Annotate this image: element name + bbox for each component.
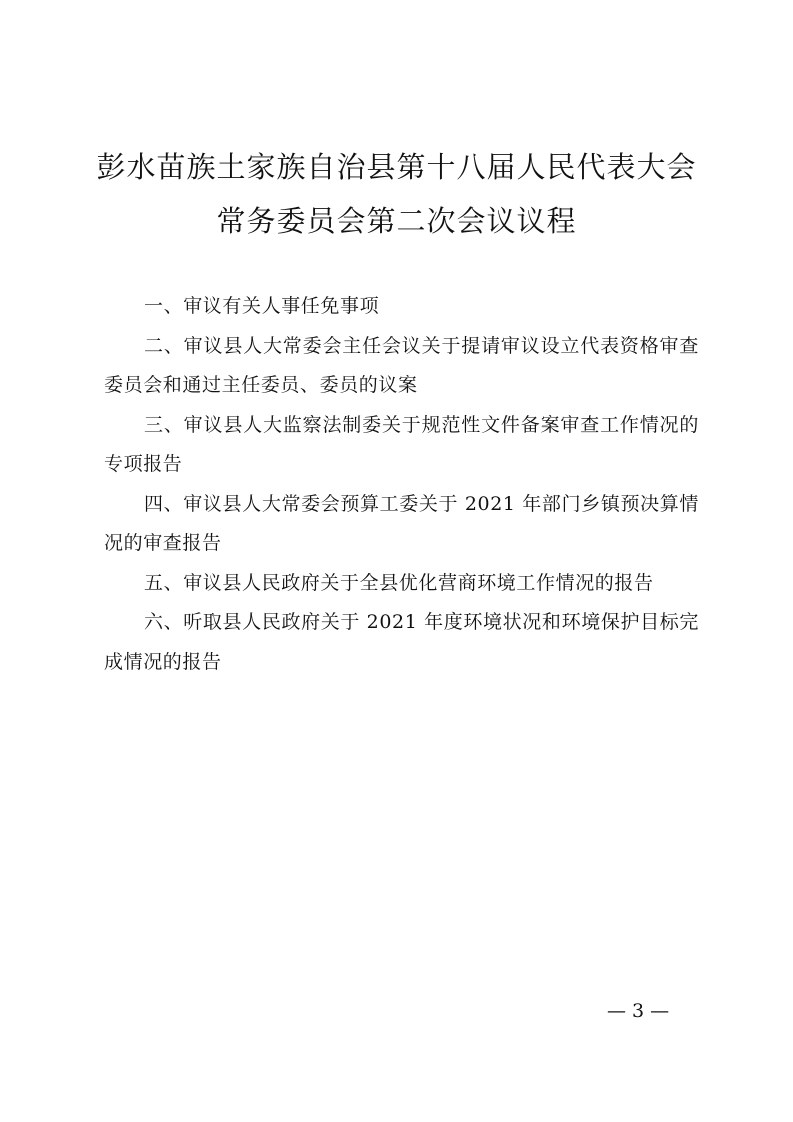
document-title — [0, 140, 793, 248]
agenda-item-4: 四、审议县人大常委会预算工委关于 2021 年部门乡镇预决算情况的审查报告 — [104, 492, 699, 554]
page-number: — 3 — — [607, 1000, 670, 1022]
agenda-item-6: 六、听取县人民政府关于 2021 年度环境状况和环境保护目标完成情况的报告 — [104, 611, 699, 673]
title-line-2: 常务委员会第二次会议议程 — [216, 204, 577, 238]
agenda-item-1: 一、审议有关人事任免事项 — [144, 295, 380, 317]
agenda-item-3: 三、审议县人大监察法制委关于规范性文件备案审查工作情况的专项报告 — [104, 413, 699, 475]
title-line-1: 彭水苗族土家族自治县第十八届人民代表大会 — [96, 150, 697, 184]
agenda-list — [104, 287, 699, 682]
agenda-item-2: 二、审议县人大常委会主任会议关于提请审议设立代表资格审查委员会和通过主任委员、委员的议案 — [104, 334, 699, 396]
agenda-item-5: 五、审议县人民政府关于全县优化营商环境工作情况的报告 — [144, 571, 654, 594]
